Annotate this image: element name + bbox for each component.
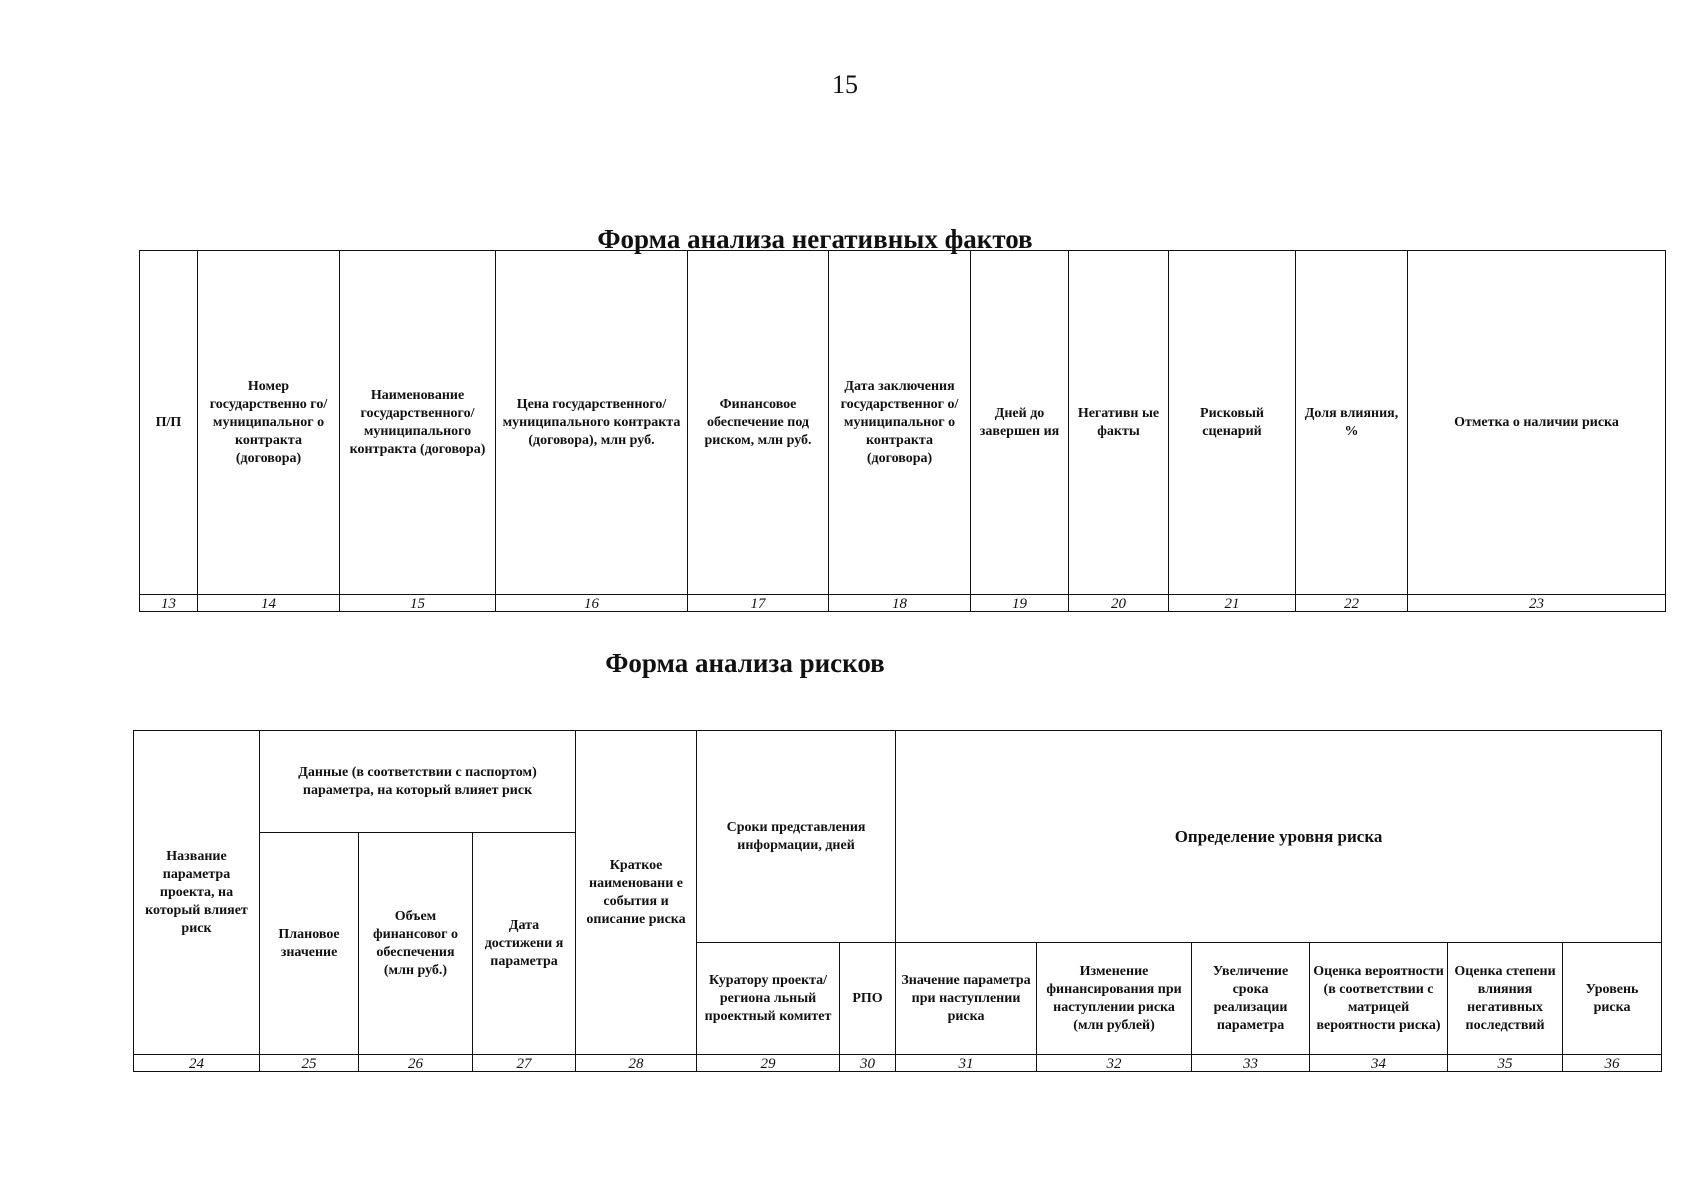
- header-group-passport-data: Данные (в соответствии с паспортом) параметра, на который влияет риск: [260, 731, 576, 833]
- col-number: 17: [688, 595, 829, 612]
- header-cell-financing-volume: Объем финансовог о обеспечения (млн руб.): [359, 833, 473, 1055]
- number-row: [134, 1055, 1662, 1072]
- col-number: 18: [829, 595, 971, 612]
- col-number: 30: [840, 1055, 896, 1072]
- number-row: [140, 595, 1666, 612]
- header-cell-planned-value: Плановое значение: [260, 833, 359, 1055]
- header-cell-negative-facts: Негативн ые факты: [1069, 251, 1169, 595]
- form1-title: Форма анализа негативных фактов: [597, 224, 1033, 254]
- col-number: 15: [340, 595, 496, 612]
- negative-facts-table: [139, 250, 1666, 612]
- col-number: 27: [473, 1055, 576, 1072]
- header-cell-impact-degree: Оценка степени влияния негативных последствий: [1448, 943, 1563, 1055]
- header-group-reporting-terms: Сроки представления информации, дней: [697, 731, 896, 943]
- col-number: 34: [1310, 1055, 1448, 1072]
- form2-title: Форма анализа рисков: [605, 648, 885, 678]
- col-number: 26: [359, 1055, 473, 1072]
- header-cell-financing-change: Изменение финансирования при наступлении риска (млн рублей): [1037, 943, 1192, 1055]
- col-number: 23: [1408, 595, 1666, 612]
- col-number: 28: [576, 1055, 697, 1072]
- page-number: 15: [832, 70, 858, 99]
- col-number: 14: [198, 595, 340, 612]
- risk-analysis-table: [133, 730, 1662, 1072]
- col-number: 25: [260, 1055, 359, 1072]
- header-cell-probability: [1310, 943, 1448, 1055]
- header-cell-achievement-date: Дата достижени я параметра: [473, 833, 576, 1055]
- col-number: 19: [971, 595, 1069, 612]
- col-number: 36: [1563, 1055, 1662, 1072]
- header-cell-risk-mark: Отметка о наличии риска: [1408, 251, 1666, 595]
- header-cell-risk-level: Уровень риска: [1563, 943, 1662, 1055]
- header-row: [140, 251, 1666, 595]
- col-number: 29: [697, 1055, 840, 1072]
- header-cell-param-value: Значение параметра при наступлении риска: [896, 943, 1037, 1055]
- col-number: 20: [1069, 595, 1169, 612]
- probability-label: Оценка вероятности: [1313, 963, 1444, 979]
- col-number: 24: [134, 1055, 260, 1072]
- col-number: 22: [1296, 595, 1408, 612]
- col-number: 31: [896, 1055, 1037, 1072]
- probability-note: (в соответствии с матрицей вероятности риска): [1316, 981, 1441, 1033]
- header-cell-curator: Куратору проекта/региона льный проектный комитет: [697, 943, 840, 1055]
- header-cell-brief-description: Краткое наименовани е события и описание риска: [576, 731, 697, 1055]
- col-number: 21: [1169, 595, 1296, 612]
- header-cell-rpo: РПО: [840, 943, 896, 1055]
- header-cell-contract-price: Цена государственного/ муниципального контракта (договора), млн руб.: [496, 251, 688, 595]
- header-row-1: [134, 731, 1662, 833]
- col-number: 16: [496, 595, 688, 612]
- header-cell-risk-scenario: Рисковый сценарий: [1169, 251, 1296, 595]
- header-cell-term-increase: Увеличение срока реализации параметра: [1192, 943, 1310, 1055]
- header-cell-contract-date: Дата заключения государственног о/ муниципальног о контракта (договора): [829, 251, 971, 595]
- header-cell-pp: П/П: [140, 251, 198, 595]
- header-cell-impact-share: Доля влияния, %: [1296, 251, 1408, 595]
- header-cell-contract-name: Наименование государственного/ муниципального контракта (договора): [340, 251, 496, 595]
- col-number: 13: [140, 595, 198, 612]
- col-number: 33: [1192, 1055, 1310, 1072]
- header-cell-contract-number: Номер государственно го/ муниципальног о контракта (договора): [198, 251, 340, 595]
- header-cell-days-to-completion: Дней до завершен ия: [971, 251, 1069, 595]
- header-group-risk-level: Определение уровня риска: [896, 731, 1662, 943]
- col-number: 32: [1037, 1055, 1192, 1072]
- header-cell-param-name: Название параметра проекта, на который влияет риск: [134, 731, 260, 1055]
- col-number: 35: [1448, 1055, 1563, 1072]
- header-cell-financing-at-risk: Финансовое обеспечение под риском, млн руб.: [688, 251, 829, 595]
